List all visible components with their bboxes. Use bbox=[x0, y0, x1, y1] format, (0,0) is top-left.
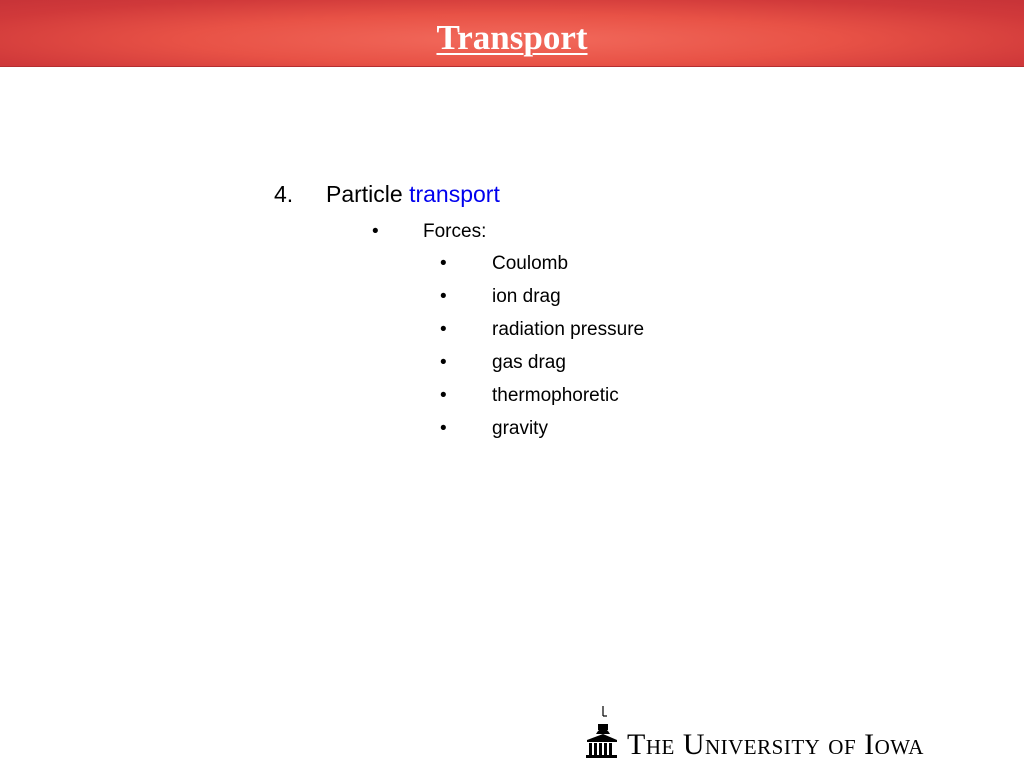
sub-item-bullet: • bbox=[372, 221, 379, 242]
list-bullet: • bbox=[440, 286, 447, 307]
list-item-label: Coulomb bbox=[492, 253, 569, 274]
list-item-gravity bbox=[440, 417, 644, 450]
list-item-gas-drag bbox=[440, 351, 644, 384]
forces-list bbox=[440, 252, 644, 450]
list-item-label: gravity bbox=[492, 418, 548, 439]
main-list-item bbox=[274, 179, 500, 209]
main-item-text: Particle bbox=[326, 181, 403, 207]
old-capitol-dome-icon bbox=[586, 704, 618, 760]
list-item-ion-drag bbox=[440, 285, 644, 318]
list-item-label: gas drag bbox=[492, 352, 566, 373]
list-item-thermophoretic bbox=[440, 384, 644, 417]
university-logo bbox=[586, 704, 986, 762]
list-item-label: ion drag bbox=[492, 286, 561, 307]
list-bullet: • bbox=[440, 352, 447, 373]
list-bullet: • bbox=[440, 253, 447, 274]
sub-list-item bbox=[372, 220, 486, 244]
list-bullet: • bbox=[440, 418, 447, 439]
university-name: The University of Iowa bbox=[627, 728, 924, 761]
main-item-number: 4. bbox=[274, 181, 294, 207]
slide-title: Transport bbox=[436, 18, 588, 57]
list-bullet: • bbox=[440, 319, 447, 340]
list-item-label: radiation pressure bbox=[492, 319, 645, 340]
list-item-coulomb bbox=[440, 252, 644, 285]
list-item-radiation-pressure bbox=[440, 318, 644, 351]
list-item-label: thermophoretic bbox=[492, 385, 619, 406]
main-item-highlight: transport bbox=[409, 181, 500, 207]
sub-item-label: Forces: bbox=[423, 221, 487, 242]
list-bullet: • bbox=[440, 385, 447, 406]
